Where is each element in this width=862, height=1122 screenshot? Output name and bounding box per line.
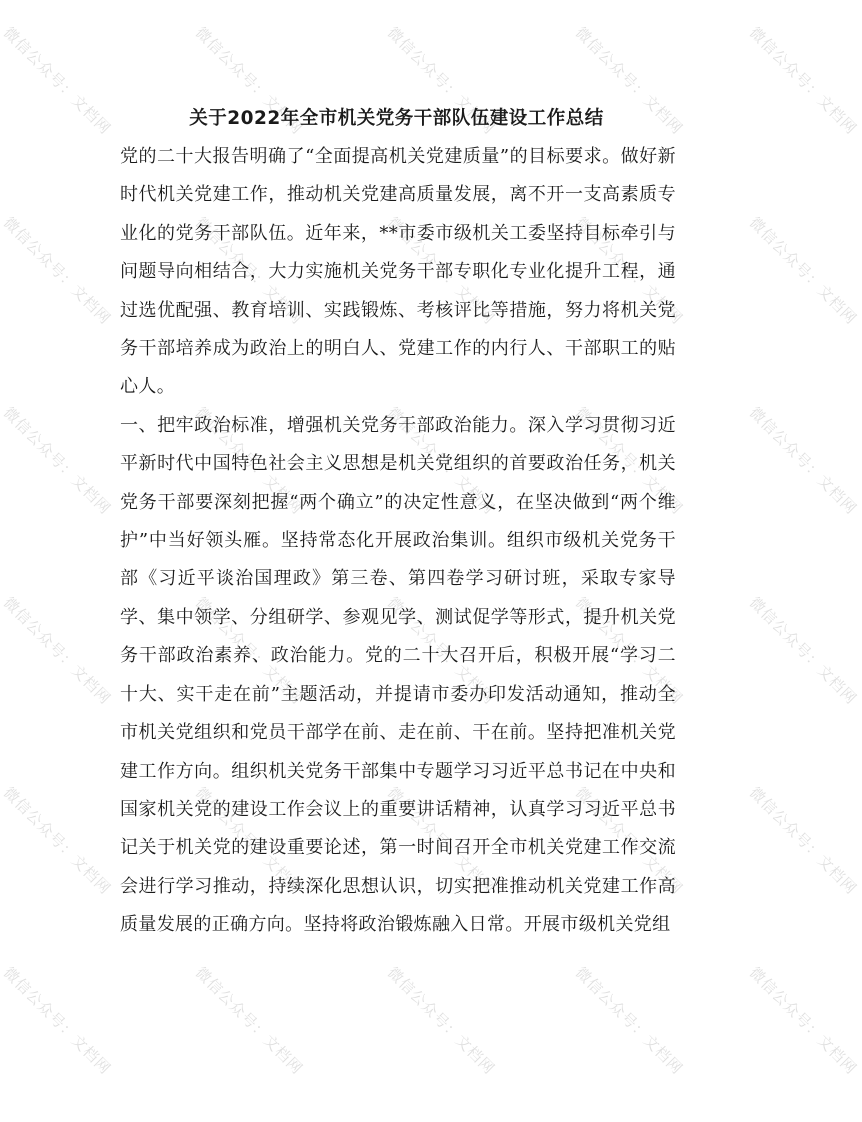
watermark-text: 微信公众号：文档网 xyxy=(745,23,861,138)
watermark-text: 微信公众号：文档网 xyxy=(571,593,687,708)
watermark-text: 微信公众号：文档网 xyxy=(0,213,115,328)
watermark-text: 微信公众号：文档网 xyxy=(383,783,499,898)
watermark-text: 微信公众号：文档网 xyxy=(191,23,307,138)
watermark-text: 微信公众号：文档网 xyxy=(383,963,499,1078)
watermark-text: 微信公众号：文档网 xyxy=(191,213,307,328)
watermark-text: 微信公众号：文档网 xyxy=(383,213,499,328)
paragraph-section-one: 一、把牢政治标准，增强机关党务干部政治能力。深入学习贯彻习近平新时代中国特色社会主义思想是机关党组织的首要政治任务，机关党务干部要深刻把握“两个确立”的决定性意义，在坚决做到“两个维护”中当好领头雁。坚持常态化开展政治集训。组织市级机关党务干部《习近平谈治国理政》第三卷、第四卷学习研讨班，采取专家导学、集中领学、分组研学、参观见学、测试促学等形式，提升机关党务干部政治素养、政治能力。党的二十大召开后，积极开展“学习二十大、实干走在前”主题活动，并提请市委办印发活动通知，推动全市机关党组织和党员干部学在前、走在前、干在前。坚持把准机关党建工作方向。组织机关党务干部集中专题学习习近平总书记在中央和国家机关党的建设工作会议上的重要讲话精神，认真学习习近平总书记关于机关党的建设重要论述，第一时间召开全市机关党建工作交流会进行学习推动，持续深化思想认识，切实把准推动机关党建工作高质量发展的正确方向。坚持将政治锻炼融入日常。开展市级机关党组 xyxy=(120,414,677,936)
watermark-text: 微信公众号：文档网 xyxy=(571,213,687,328)
watermark-text: 微信公众号：文档网 xyxy=(571,23,687,138)
watermark-text: 微信公众号：文档网 xyxy=(0,593,115,708)
watermark-text: 微信公众号：文档网 xyxy=(571,963,687,1078)
watermark-text: 微信公众号：文档网 xyxy=(745,783,861,898)
watermark-text: 微信公众号：文档网 xyxy=(191,783,307,898)
watermark-text: 微信公众号：文档网 xyxy=(0,963,115,1078)
watermark-text: 微信公众号：文档网 xyxy=(745,963,861,1078)
watermark-text: 微信公众号：文档网 xyxy=(571,783,687,898)
watermark-text: 微信公众号：文档网 xyxy=(191,963,307,1078)
watermark-text: 微信公众号：文档网 xyxy=(383,593,499,708)
watermark-text: 微信公众号：文档网 xyxy=(191,403,307,518)
watermark-text: 微信公众号：文档网 xyxy=(383,23,499,138)
watermark-text: 微信公众号：文档网 xyxy=(0,783,115,898)
watermark-text: 微信公众号：文档网 xyxy=(745,213,861,328)
paragraph-intro: 党的二十大报告明确了“全面提高机关党建质量”的目标要求。做好新时代机关党建工作，推动机关党建高质量发展，离不开一支高素质专业化的党务干部队伍。近年来，**市委市级机关工委坚持目标牵引与问题导向相结合，大力实施机关党务干部专职化专业化提升工程，通过选优配强、教育培训、实践锻炼、考核评比等措施，努力将机关党务干部培养成为政治上的明白人、党建工作的内行人、干部职工的贴心人。 xyxy=(120,146,676,398)
watermark-text: 微信公众号：文档网 xyxy=(0,403,115,518)
watermark-text: 微信公众号：文档网 xyxy=(745,403,861,518)
document-body xyxy=(120,138,676,945)
watermark-text: 微信公众号：文档网 xyxy=(571,403,687,518)
watermark-text: 微信公众号：文档网 xyxy=(383,403,499,518)
watermark-text: 微信公众号：文档网 xyxy=(745,593,861,708)
watermark-text: 微信公众号：文档网 xyxy=(191,593,307,708)
document-title: 关于2022年全市机关党务干部队伍建设工作总结 xyxy=(189,108,604,129)
watermark-text: 微信公众号：文档网 xyxy=(0,23,115,138)
